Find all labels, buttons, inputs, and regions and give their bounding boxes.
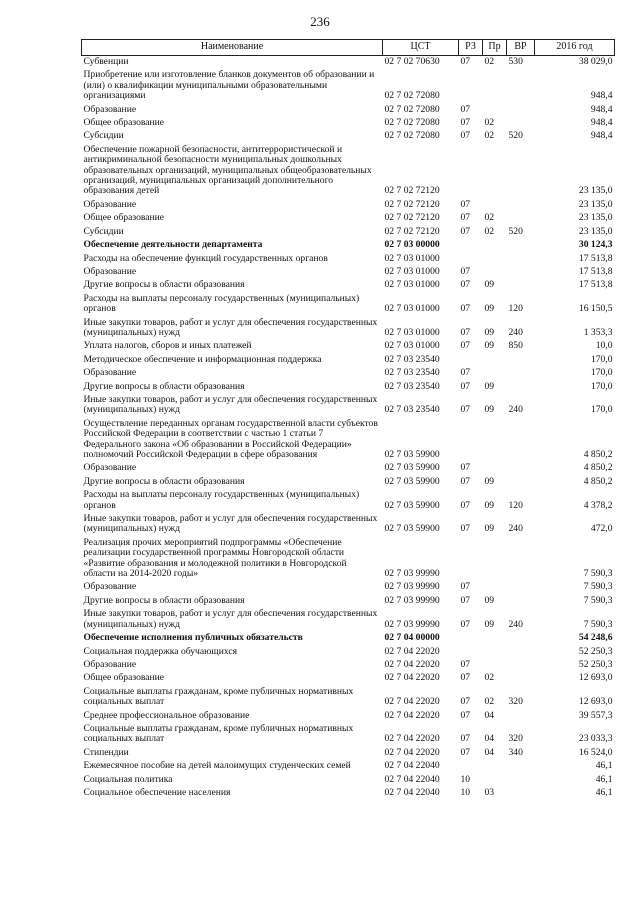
cell-rz: 07	[460, 581, 471, 593]
table-row	[82, 279, 615, 292]
cell-name: Образование	[83, 462, 137, 474]
table-row	[82, 340, 615, 353]
cell-sum: 30 124,3	[578, 239, 613, 251]
cell-vr	[507, 476, 535, 489]
cell-name: Приобретение или изготовление бланков документов об образовании и (или) о квалификации муниципальными образовательными организациями	[83, 69, 375, 102]
cell-code: 02 7 04 22020	[384, 746, 440, 758]
cell-vr	[507, 69, 535, 103]
cell-vr: 120	[508, 499, 523, 511]
cell-vr	[507, 632, 535, 645]
cell-vr: 240	[508, 404, 523, 416]
cell-pr: 02	[484, 117, 495, 129]
cell-code: 02 7 03 99990	[384, 568, 440, 580]
cell-sum: 7 590,3	[583, 581, 613, 593]
cell-code: 02 7 03 01000	[384, 340, 440, 352]
cell-rz: 07	[460, 475, 471, 487]
cell-vr: 240	[508, 523, 523, 535]
cell-name: Другие вопросы в области образования	[83, 380, 245, 392]
cell-rz: 07	[460, 117, 471, 129]
cell-code: 02 7 03 99990	[384, 618, 440, 630]
cell-vr	[507, 266, 535, 279]
header-code: ЦСТ	[383, 40, 459, 56]
table-header-row	[82, 40, 615, 56]
cell-rz: 07	[460, 303, 471, 315]
table-row	[82, 317, 615, 341]
cell-code: 02 7 04 22020	[384, 709, 440, 721]
cell-vr: 530	[508, 56, 523, 67]
cell-vr	[507, 381, 535, 394]
header-year: 2016 год	[535, 40, 615, 56]
cell-sum: 54 248,6	[578, 632, 613, 644]
cell-sum: 23 135,0	[578, 185, 613, 197]
cell-name: Обеспечение исполнения публичных обязательств	[83, 632, 303, 644]
cell-pr	[483, 659, 507, 672]
cell-rz: 07	[460, 523, 471, 535]
cell-rz: 07	[460, 696, 471, 708]
cell-pr: 02	[484, 56, 495, 67]
table-row	[82, 646, 615, 659]
table-row	[82, 354, 615, 367]
cell-pr: 02	[484, 696, 495, 708]
cell-code: 02 7 04 22020	[384, 645, 440, 657]
cell-name: Общее образование	[83, 117, 165, 129]
cell-vr	[507, 710, 535, 723]
cell-code: 02 7 04 00000	[384, 632, 440, 644]
cell-name: Иные закупки товаров, работ и услуг для обеспечения государственных (муниципальных) нужд	[83, 393, 378, 416]
cell-name: Среднее профессиональное образование	[83, 709, 250, 721]
table-row	[82, 537, 615, 582]
header-pr: Пр	[483, 40, 507, 56]
table-row	[82, 747, 615, 760]
cell-sum: 23 135,0	[578, 212, 613, 224]
cell-rz: 10	[460, 786, 471, 798]
cell-rz	[459, 537, 483, 582]
cell-vr	[507, 239, 535, 252]
header-name: Наименование	[82, 40, 383, 56]
header-vr: ВР	[507, 40, 535, 56]
table-row	[82, 787, 615, 800]
cell-rz: 07	[460, 212, 471, 224]
cell-sum: 46,1	[595, 773, 613, 785]
cell-sum: 38 029,0	[578, 56, 613, 67]
table-row	[82, 144, 615, 199]
cell-rz: 07	[460, 326, 471, 338]
cell-sum: 170,0	[590, 404, 613, 416]
table-row	[82, 513, 615, 537]
cell-name: Образование	[83, 103, 137, 115]
table-row	[82, 381, 615, 394]
cell-rz: 07	[460, 279, 471, 291]
cell-pr	[483, 646, 507, 659]
cell-name: Иные закупки товаров, работ и услуг для обеспечения государственных (муниципальных) нужд	[83, 608, 378, 630]
table-row	[82, 117, 615, 130]
table-row	[82, 293, 615, 317]
cell-code: 02 7 03 59900	[384, 523, 440, 535]
cell-rz: 07	[460, 672, 471, 684]
cell-name: Социальная поддержка обучающихся	[83, 645, 238, 657]
cell-vr: 340	[508, 746, 523, 758]
cell-code: 02 7 03 01000	[384, 303, 440, 315]
cell-rz	[459, 646, 483, 659]
cell-rz: 07	[460, 462, 471, 474]
cell-vr	[507, 117, 535, 130]
cell-pr	[483, 632, 507, 645]
cell-sum: 17 513,8	[578, 252, 613, 264]
cell-rz: 07	[460, 746, 471, 758]
cell-rz: 07	[460, 130, 471, 142]
table-row	[82, 760, 615, 773]
cell-rz	[459, 239, 483, 252]
table-row	[82, 462, 615, 475]
cell-rz	[459, 354, 483, 367]
cell-sum: 4 850,2	[583, 475, 613, 487]
cell-sum: 16 150,5	[578, 303, 613, 315]
cell-vr	[507, 354, 535, 367]
table-row	[82, 104, 615, 117]
cell-pr: 09	[484, 475, 495, 487]
cell-code: 02 7 03 01000	[384, 326, 440, 338]
table-row	[82, 418, 615, 463]
cell-code: 02 7 03 01000	[384, 252, 440, 264]
cell-sum: 170,0	[590, 380, 613, 392]
cell-code: 02 7 03 23540	[384, 380, 440, 392]
cell-code: 02 7 04 22040	[384, 773, 440, 785]
cell-vr	[507, 253, 535, 266]
table-row	[82, 226, 615, 239]
table-row	[82, 672, 615, 685]
cell-vr	[507, 774, 535, 787]
cell-sum: 12 693,0	[578, 696, 613, 708]
cell-code: 02 7 02 72120	[384, 198, 440, 210]
cell-rz: 07	[460, 618, 471, 630]
cell-name: Другие вопросы в области образования	[83, 475, 245, 487]
table-row	[82, 130, 615, 143]
cell-pr	[483, 69, 507, 103]
cell-name: Социальные выплаты гражданам, кроме публичных нормативных социальных выплат	[83, 722, 354, 745]
cell-code: 02 7 03 59900	[384, 499, 440, 511]
cell-pr: 02	[484, 212, 495, 224]
cell-pr: 02	[484, 672, 495, 684]
cell-sum: 1 353,3	[583, 326, 613, 338]
cell-name: Общее образование	[83, 672, 165, 684]
cell-code: 02 7 04 22040	[384, 760, 440, 772]
cell-code: 02 7 02 72120	[384, 225, 440, 237]
cell-rz: 07	[460, 265, 471, 277]
cell-name: Реализация прочих мероприятий подпрограммы «Обеспечение реализации государственной программы Новгородской области «Развитие образования и молодежной политики в Новгородской области на 2014-2020 годы»	[83, 536, 347, 580]
cell-sum: 7 590,3	[583, 594, 613, 606]
cell-pr: 09	[484, 523, 495, 535]
cell-pr: 02	[484, 225, 495, 237]
cell-name: Образование	[83, 198, 137, 210]
cell-vr	[507, 279, 535, 292]
cell-pr	[483, 266, 507, 279]
cell-code: 02 7 03 59900	[384, 449, 440, 460]
table-row	[82, 595, 615, 608]
cell-code: 02 7 04 22020	[384, 658, 440, 670]
cell-sum: 46,1	[595, 786, 613, 798]
cell-name: Стипендии	[83, 746, 129, 758]
cell-name: Социальная политика	[83, 773, 173, 785]
cell-rz: 07	[460, 499, 471, 511]
cell-pr: 09	[484, 326, 495, 338]
cell-rz: 07	[460, 658, 471, 670]
cell-name: Другие вопросы в области образования	[83, 279, 245, 291]
cell-pr	[483, 144, 507, 199]
cell-pr: 09	[484, 499, 495, 511]
cell-rz: 07	[460, 367, 471, 379]
cell-code: 02 7 03 00000	[384, 239, 440, 251]
cell-name: Субсидии	[83, 225, 124, 237]
cell-vr	[507, 672, 535, 685]
cell-pr: 09	[484, 618, 495, 630]
cell-name: Методическое обеспечение и информационная поддержка	[83, 353, 322, 365]
cell-vr	[507, 367, 535, 380]
cell-pr	[483, 104, 507, 117]
cell-sum: 7 590,3	[583, 618, 613, 630]
cell-code: 02 7 04 22020	[384, 672, 440, 684]
cell-rz: 07	[460, 709, 471, 721]
table-row	[82, 581, 615, 594]
table-row	[82, 686, 615, 710]
cell-sum: 39 557,3	[578, 709, 613, 721]
cell-pr	[483, 774, 507, 787]
cell-code: 02 7 03 01000	[384, 265, 440, 277]
cell-name: Ежемесячное пособие на детей малоимущих студенческих семей	[83, 760, 351, 772]
cell-code: 02 7 02 72120	[384, 212, 440, 224]
cell-code: 02 7 03 23540	[384, 404, 440, 416]
cell-pr	[483, 537, 507, 582]
cell-code: 02 7 04 22040	[384, 786, 440, 798]
table-row	[82, 69, 615, 103]
cell-pr	[483, 418, 507, 463]
cell-code: 02 7 03 59900	[384, 462, 440, 474]
cell-vr	[507, 787, 535, 800]
cell-rz: 07	[460, 56, 471, 67]
cell-name: Обеспечение пожарной безопасности, антитеррористической и антикриминальной безопасности муниципальных дошкольных образовательных организаций, муниципальных общеобразовательных организаций, муниципальных организаций дополнительного образования детей	[83, 143, 372, 197]
table-row	[82, 489, 615, 513]
cell-name: Обеспечение деятельности департамента	[83, 239, 263, 251]
table-row	[82, 56, 615, 70]
cell-code: 02 7 03 59900	[384, 475, 440, 487]
cell-sum: 4 850,2	[583, 449, 613, 460]
table-row	[82, 659, 615, 672]
cell-code: 02 7 02 70630	[384, 56, 440, 67]
cell-vr: 850	[508, 340, 523, 352]
cell-pr	[483, 760, 507, 773]
table-row	[82, 632, 615, 645]
cell-code: 02 7 03 99990	[384, 594, 440, 606]
cell-vr	[507, 581, 535, 594]
cell-pr: 09	[484, 594, 495, 606]
cell-vr: 520	[508, 225, 523, 237]
cell-sum: 17 513,8	[578, 265, 613, 277]
cell-code: 02 7 04 22020	[384, 733, 440, 745]
cell-name: Субсидии	[83, 130, 124, 142]
cell-vr: 320	[508, 696, 523, 708]
table-row	[82, 476, 615, 489]
cell-vr: 120	[508, 303, 523, 315]
cell-pr: 09	[484, 404, 495, 416]
cell-name: Образование	[83, 581, 137, 593]
cell-sum: 7 590,3	[583, 568, 613, 580]
cell-code: 02 7 02 72080	[384, 103, 440, 115]
cell-name: Иные закупки товаров, работ и услуг для обеспечения государственных (муниципальных) нужд	[83, 513, 378, 535]
cell-name: Социальные выплаты гражданам, кроме публичных нормативных социальных выплат	[83, 685, 354, 708]
cell-rz	[459, 632, 483, 645]
cell-pr: 02	[484, 130, 495, 142]
table-row	[82, 253, 615, 266]
cell-pr: 09	[484, 303, 495, 315]
cell-name: Субвенции	[83, 56, 129, 67]
cell-sum: 46,1	[595, 760, 613, 772]
table-row	[82, 199, 615, 212]
cell-vr	[507, 659, 535, 672]
cell-rz: 07	[460, 103, 471, 115]
table-row	[82, 723, 615, 747]
cell-name: Общее образование	[83, 212, 165, 224]
cell-rz: 07	[460, 225, 471, 237]
cell-vr	[507, 212, 535, 225]
table-row	[82, 774, 615, 787]
cell-pr: 09	[484, 380, 495, 392]
cell-sum: 170,0	[590, 367, 613, 379]
cell-vr: 240	[508, 618, 523, 630]
header-rz: РЗ	[459, 40, 483, 56]
cell-code: 02 7 02 72080	[384, 130, 440, 142]
budget-table	[81, 39, 615, 800]
cell-name: Образование	[83, 367, 137, 379]
cell-rz: 10	[460, 773, 471, 785]
cell-vr	[507, 104, 535, 117]
cell-rz	[459, 760, 483, 773]
cell-vr: 520	[508, 130, 523, 142]
table-row	[82, 212, 615, 225]
cell-rz	[459, 253, 483, 266]
cell-pr	[483, 581, 507, 594]
cell-rz: 07	[460, 594, 471, 606]
table-body	[82, 56, 615, 801]
cell-name: Уплата налогов, сборов и иных платежей	[83, 340, 252, 352]
cell-rz: 07	[460, 380, 471, 392]
cell-rz: 07	[460, 340, 471, 352]
cell-sum: 52 250,3	[578, 658, 613, 670]
cell-vr	[507, 537, 535, 582]
cell-vr	[507, 199, 535, 212]
cell-code: 02 7 02 72080	[384, 90, 440, 102]
cell-pr	[483, 253, 507, 266]
cell-pr: 04	[484, 746, 495, 758]
table-row	[82, 710, 615, 723]
cell-name: Расходы на обеспечение функций государственных органов	[83, 252, 328, 264]
cell-code: 02 7 04 22020	[384, 696, 440, 708]
cell-sum: 948,4	[590, 117, 613, 129]
cell-sum: 948,4	[590, 130, 613, 142]
cell-pr	[483, 239, 507, 252]
cell-vr	[507, 418, 535, 463]
cell-vr: 320	[508, 733, 523, 745]
cell-code: 02 7 02 72120	[384, 185, 440, 197]
cell-pr	[483, 199, 507, 212]
cell-vr	[507, 144, 535, 199]
cell-code: 02 7 02 72080	[384, 117, 440, 129]
cell-pr: 04	[484, 709, 495, 721]
cell-sum: 23 135,0	[578, 225, 613, 237]
page-number: 236	[310, 14, 330, 29]
table-row	[82, 266, 615, 279]
cell-rz	[459, 144, 483, 199]
cell-name: Другие вопросы в области образования	[83, 594, 245, 606]
cell-vr	[507, 462, 535, 475]
cell-pr	[483, 462, 507, 475]
cell-rz: 07	[460, 198, 471, 210]
cell-sum: 4 850,2	[583, 462, 613, 474]
cell-pr: 09	[484, 279, 495, 291]
cell-sum: 16 524,0	[578, 746, 613, 758]
cell-code: 02 7 03 23540	[384, 367, 440, 379]
cell-code: 02 7 03 01000	[384, 279, 440, 291]
cell-name: Иные закупки товаров, работ и услуг для обеспечения государственных (муниципальных) нужд	[83, 316, 378, 338]
cell-sum: 948,4	[590, 103, 613, 115]
cell-sum: 23 033,3	[578, 733, 613, 745]
cell-sum: 472,0	[590, 523, 613, 535]
cell-name: Расходы на выплаты персоналу государственных (муниципальных) органов	[83, 292, 360, 315]
cell-vr: 240	[508, 326, 523, 338]
cell-code: 02 7 03 23540	[384, 353, 440, 365]
cell-vr	[507, 646, 535, 659]
cell-sum: 10,0	[595, 340, 613, 352]
table-row	[82, 394, 615, 418]
cell-name: Образование	[83, 658, 137, 670]
cell-pr	[483, 354, 507, 367]
cell-name: Расходы на выплаты персоналу государственных (муниципальных) органов	[83, 489, 360, 511]
cell-name: Осуществление переданных органам государственной власти субъектов Российской Федерации в соответствии с частью 1 статьи 7 Федерального закона «Об образовании в Российской Федерации» полномочий Российской Федерации в сфере образования	[83, 417, 378, 460]
cell-pr	[483, 367, 507, 380]
cell-sum: 170,0	[590, 353, 613, 365]
cell-rz	[459, 418, 483, 463]
cell-sum: 12 693,0	[578, 672, 613, 684]
cell-sum: 52 250,3	[578, 645, 613, 657]
cell-rz: 07	[460, 404, 471, 416]
table-row	[82, 608, 615, 632]
cell-pr: 03	[484, 786, 495, 798]
cell-rz	[459, 69, 483, 103]
cell-vr	[507, 595, 535, 608]
cell-pr: 04	[484, 733, 495, 745]
cell-sum: 4 378,2	[583, 499, 613, 511]
cell-name: Образование	[83, 265, 137, 277]
cell-vr	[507, 760, 535, 773]
cell-sum: 17 513,8	[578, 279, 613, 291]
cell-sum: 948,4	[590, 90, 613, 102]
table-row	[82, 367, 615, 380]
cell-pr: 09	[484, 340, 495, 352]
cell-rz: 07	[460, 733, 471, 745]
cell-code: 02 7 03 99990	[384, 581, 440, 593]
cell-name: Социальное обеспечение населения	[83, 786, 231, 798]
cell-sum: 23 135,0	[578, 198, 613, 210]
table-row	[82, 239, 615, 252]
